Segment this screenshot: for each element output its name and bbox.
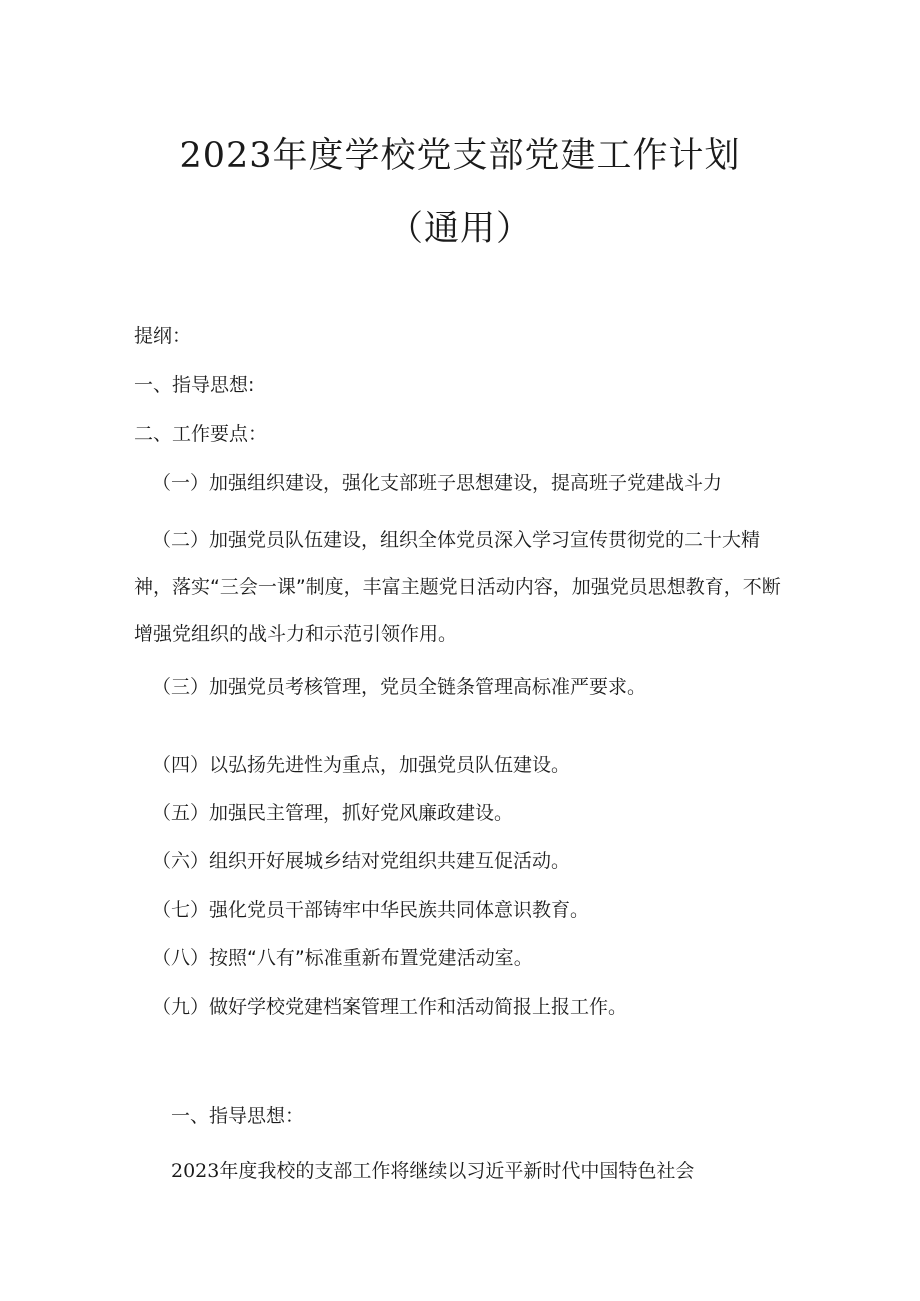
document-subtitle: （通用）	[387, 209, 532, 249]
outline-item-work-points: 二、工作要点：	[134, 423, 268, 445]
outline-label: 提纲：	[134, 325, 192, 347]
work-point-3: （三）加强党员考核管理，党员全链条管理高标准严要求。	[152, 676, 647, 698]
document-title: 2023年度学校党支部党建工作计划	[179, 136, 741, 176]
work-point-1: （一）加强组织建设，强化支部班子思想建设，提高班子党建战斗力	[152, 472, 723, 494]
work-point-6: （六）组织开好展城乡结对党组织共建互促活动。	[152, 850, 571, 872]
work-point-5: （五）加强民主管理，抓好党风廉政建设。	[152, 802, 514, 824]
section-heading-guiding-thought: 一、指导思想：	[171, 1105, 305, 1127]
work-point-9: （九）做好学校党建档案管理工作和活动简报上报工作。	[152, 996, 628, 1018]
work-point-4: （四）以弘扬先进性为重点，加强党员队伍建设。	[152, 754, 571, 776]
work-point-7: （七）强化党员干部铸牢中华民族共同体意识教育。	[152, 899, 590, 921]
work-point-2: （二）加强党员队伍建设，组织全体党员深入学习宣传贯彻党的二十大精神，落实“三会一课”制度，丰富主题党日活动内容，加强党员思想教育，不断增强党组织的战斗力和示范引领作用。	[134, 529, 781, 645]
outline-item-guiding-thought: 一、指导思想:	[134, 374, 255, 396]
work-point-8: （八）按照“八有”标准重新布置党建活动室。	[152, 947, 533, 969]
section-body-text: 2023年度我校的支部工作将继续以习近平新时代中国特色社会	[171, 1160, 695, 1182]
